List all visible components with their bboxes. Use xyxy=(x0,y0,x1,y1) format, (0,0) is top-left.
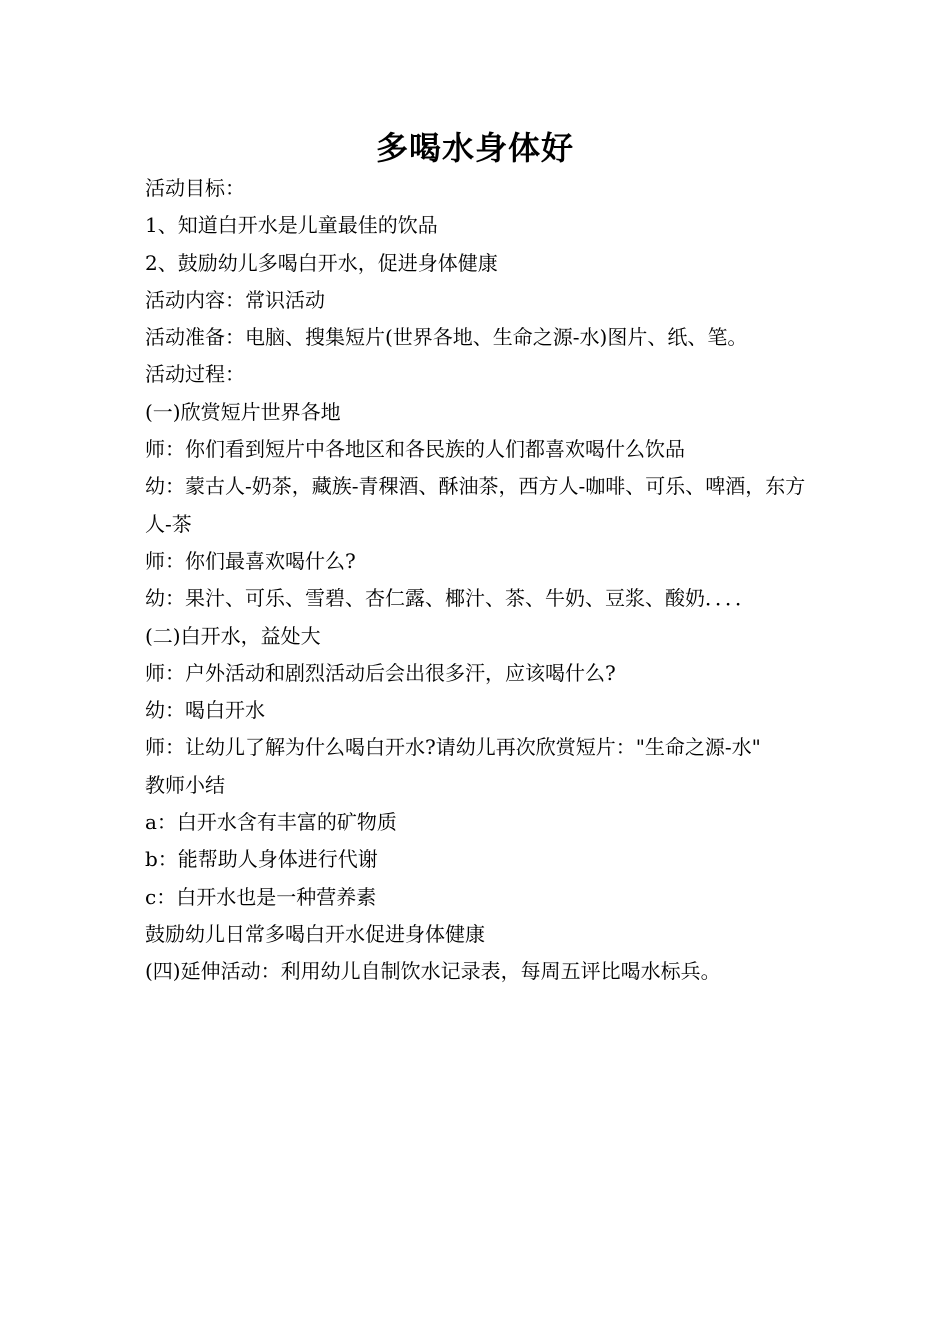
document-body xyxy=(145,170,810,991)
paragraph-line: (二)白开水，益处大 xyxy=(145,623,321,648)
paragraph-line: (一)欣赏短片世界各地 xyxy=(145,399,341,424)
document-title: 多喝水身体好 xyxy=(375,129,574,167)
paragraph-line: 活动内容：常识活动 xyxy=(145,287,325,312)
paragraph-line: 教师小结 xyxy=(145,772,225,797)
paragraph-line: 师：你们最喜欢喝什么? xyxy=(145,548,356,573)
paragraph-line: 2、鼓励幼儿多喝白开水，促进身体健康 xyxy=(145,250,498,275)
paragraph-line: c：白开水也是一种营养素 xyxy=(145,884,377,909)
paragraph-line: b：能帮助人身体进行代谢 xyxy=(145,847,378,872)
paragraph-line: 1、知道白开水是儿童最佳的饮品 xyxy=(145,213,438,238)
paragraph-line: 活动准备：电脑、搜集短片(世界各地、生命之源-水)图片、纸、笔。 xyxy=(145,325,748,350)
paragraph-line: (四)延伸活动：利用幼儿自制饮水记录表，每周五评比喝水标兵。 xyxy=(145,959,721,984)
paragraph-line: 幼：喝白开水 xyxy=(145,698,265,723)
paragraph-line: 活动目标： xyxy=(145,176,245,200)
paragraph-line: 师：户外活动和剧烈活动后会出很多汗，应该喝什么? xyxy=(145,660,616,685)
paragraph-line: 师：你们看到短片中各地区和各民族的人们都喜欢喝什么饮品 xyxy=(145,437,685,462)
paragraph-line: 活动过程： xyxy=(145,362,245,387)
paragraph-line: 幼：蒙古人-奶茶，藏族-青稞酒、酥油茶，西方人-咖啡、可乐、啤酒，东方人-茶 xyxy=(145,474,806,536)
paragraph-line: 师：让幼儿了解为什么喝白开水?请幼儿再次欣赏短片："生命之源-水" xyxy=(145,735,761,760)
paragraph-line: a：白开水含有丰富的矿物质 xyxy=(145,810,397,835)
paragraph-line: 幼：果汁、可乐、雪碧、杏仁露、椰汁、茶、牛奶、豆浆、酸奶．．．． xyxy=(145,586,755,611)
paragraph-line: 鼓励幼儿日常多喝白开水促进身体健康 xyxy=(145,921,485,946)
